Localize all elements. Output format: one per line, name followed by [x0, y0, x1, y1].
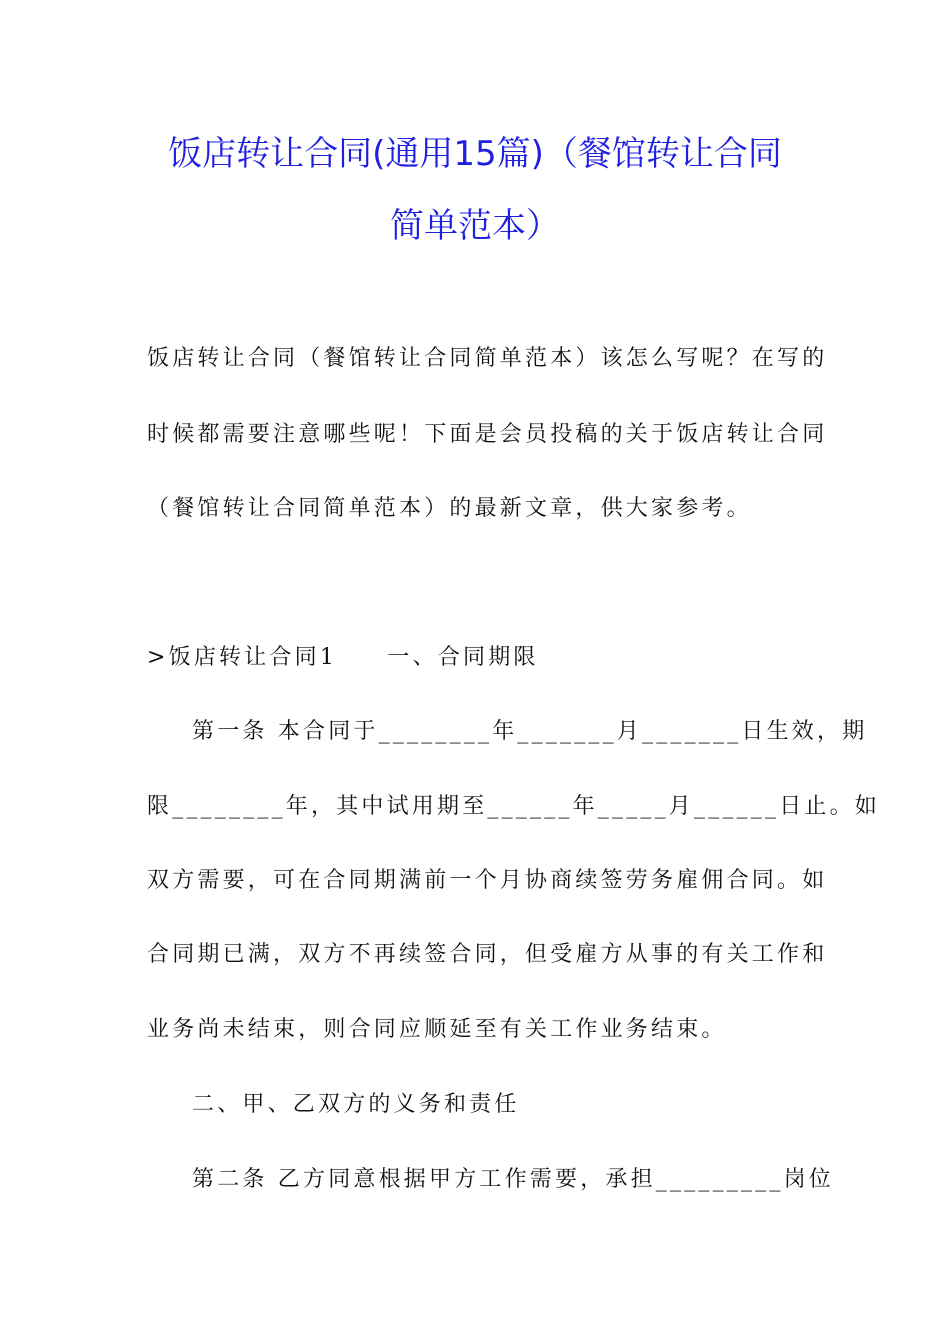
document-title-line-1: 饭店转让合同(通用15篇)（餐馆转让合同	[168, 134, 782, 174]
article-1-line-2: 限________年，其中试用期至______年_____月______日止。如	[147, 794, 881, 819]
article-1-line-1: 第一条 本合同于________年_______月_______日生效，期	[192, 719, 868, 744]
article-2-line-1: 第二条 乙方同意根据甲方工作需要，承担_________岗位	[192, 1167, 834, 1192]
section-heading: >饭店转让合同1 一、合同期限	[147, 645, 539, 670]
intro-line-1: 饭店转让合同（餐馆转让合同简单范本）该怎么写呢？在写的	[147, 346, 828, 371]
document-title-line-2: 简单范本）	[390, 206, 560, 246]
intro-line-2: 时候都需要注意哪些呢！下面是会员投稿的关于饭店转让合同	[147, 422, 828, 447]
article-1-line-3: 双方需要，可在合同期满前一个月协商续签劳务雇佣合同。如	[147, 868, 828, 893]
article-1-line-5: 业务尚未结束，则合同应顺延至有关工作业务结束。	[147, 1017, 727, 1042]
intro-line-3: （餐馆转让合同简单范本）的最新文章，供大家参考。	[147, 496, 752, 521]
section-heading-2: 二、甲、乙双方的义务和责任	[192, 1092, 520, 1117]
article-1-line-4: 合同期已满，双方不再续签合同，但受雇方从事的有关工作和	[147, 942, 828, 967]
